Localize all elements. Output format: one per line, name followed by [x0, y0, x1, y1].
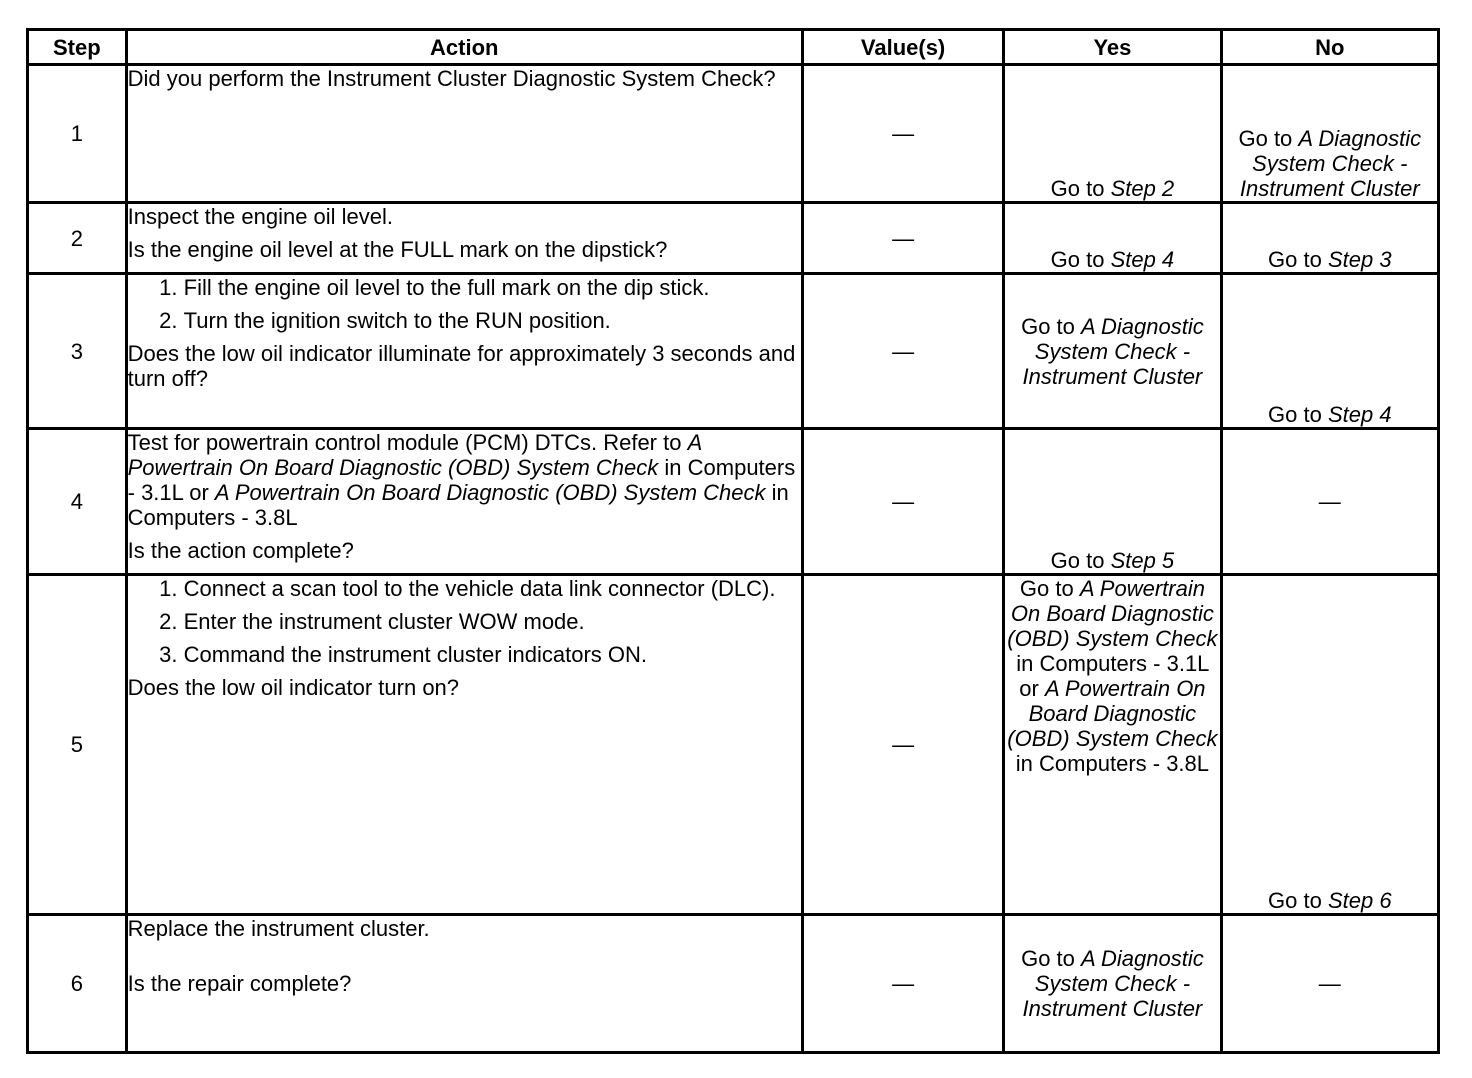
yes-cell — [1004, 203, 1221, 274]
action-text-lead: Test for powertrain control module (PCM) DTCs. Refer to — [127, 430, 682, 455]
step-number: 5 — [28, 575, 127, 915]
yes-cell — [1004, 575, 1221, 915]
step-number: 2 — [28, 203, 127, 274]
value-cell — [802, 203, 1003, 274]
header-row — [28, 30, 1439, 65]
value-cell — [802, 915, 1003, 1053]
no-cell — [1221, 274, 1438, 429]
no-cell — [1221, 429, 1438, 575]
yes-go-to: Go to — [1021, 946, 1075, 971]
action-question: Is the engine oil level at the FULL mark on the dipstick? — [127, 237, 668, 262]
yes-target-link[interactable]: Step 2 — [1110, 176, 1175, 201]
table-row-step-1 — [28, 65, 1439, 203]
computers-ref: Computers - 3.8L — [1039, 751, 1210, 776]
header-no: No — [1221, 30, 1438, 65]
action-in-word: in — [664, 455, 682, 480]
no-cell — [1221, 65, 1438, 203]
value-cell — [802, 274, 1003, 429]
computers-ref: Computers - 3.1L — [1039, 651, 1209, 676]
yes-go-to: Go to — [1019, 576, 1074, 601]
action-steps-list — [128, 576, 801, 667]
yes-target-link[interactable]: A Diagnostic System Check - Instrument Cluster — [1022, 946, 1204, 1021]
no-target-link[interactable]: A Diagnostic System Check - Instrument Cluster — [1239, 126, 1422, 201]
yes-target-link[interactable]: Step 4 — [1110, 247, 1175, 272]
no-cell — [1221, 203, 1438, 274]
action-step-item: 3. Command the instrument cluster indicators ON. — [184, 642, 801, 667]
action-text: Inspect the engine oil level. — [127, 204, 394, 229]
action-cell — [126, 429, 802, 575]
value-cell — [802, 65, 1003, 203]
header-step: Step — [28, 30, 127, 65]
yes-go-to: Go to — [1050, 176, 1105, 201]
action-text: Replace the instrument cluster. — [127, 916, 430, 941]
table-row-step-4 — [28, 429, 1439, 575]
no-cell — [1221, 575, 1438, 915]
yes-go-to: Go to — [1050, 548, 1105, 573]
action-question: Is the repair complete? — [127, 971, 352, 996]
step-number: 3 — [28, 274, 127, 429]
action-cell — [126, 203, 802, 274]
no-go-to: Go to — [1238, 126, 1293, 151]
obd-check-link[interactable]: A Powertrain On Board Diagnostic (OBD) System Check — [214, 480, 766, 505]
step-number: 6 — [28, 915, 127, 1053]
action-question: Is the action complete? — [127, 538, 354, 563]
computers-ref: Computers - 3.8L — [127, 505, 298, 530]
no-go-to: Go to — [1268, 888, 1322, 913]
action-step-item: 1. Fill the engine oil level to the full mark on the dip stick. — [184, 275, 801, 300]
yes-or-word: or — [1019, 676, 1039, 701]
yes-cell — [1004, 65, 1221, 203]
value-dash: — — [892, 971, 915, 996]
computers-ref: Computers - 3.1L — [127, 455, 796, 505]
yes-in-word: in — [1016, 651, 1034, 676]
action-question: Did you perform the Instrument Cluster Diagnostic System Check? — [127, 66, 776, 91]
action-question: Does the low oil indicator turn on? — [127, 675, 460, 700]
yes-cell — [1004, 274, 1221, 429]
no-target-link[interactable]: Step 4 — [1327, 402, 1392, 427]
obd-check-link[interactable]: A Powertrain On Board Diagnostic (OBD) System Check — [127, 430, 702, 480]
obd-check-link[interactable]: A Powertrain On Board Diagnostic (OBD) System Check — [1007, 576, 1218, 651]
table-row-step-3 — [28, 274, 1439, 429]
action-step-item: 2. Turn the ignition switch to the RUN position. — [184, 308, 801, 333]
yes-in-word: in — [1015, 751, 1033, 776]
action-step-item: 2. Enter the instrument cluster WOW mode. — [184, 609, 801, 634]
no-target-link[interactable]: Step 3 — [1327, 247, 1392, 272]
value-dash: — — [892, 225, 915, 251]
yes-cell — [1004, 915, 1221, 1053]
step-number: 1 — [28, 65, 127, 203]
action-cell — [126, 915, 802, 1053]
obd-check-link[interactable]: A Powertrain On Board Diagnostic (OBD) System Check — [1007, 676, 1218, 751]
value-dash: — — [892, 732, 915, 757]
table-row-step-6 — [28, 915, 1439, 1053]
action-cell — [126, 65, 802, 203]
no-target-link[interactable]: Step 6 — [1327, 888, 1392, 913]
table-row-step-5 — [28, 575, 1439, 915]
value-cell — [802, 575, 1003, 915]
yes-go-to: Go to — [1050, 247, 1105, 272]
action-question: Does the low oil indicator illuminate for approximately 3 seconds and turn off? — [127, 341, 796, 391]
action-in-word: in — [771, 480, 789, 505]
table-row-step-2 — [28, 203, 1439, 274]
no-dash: — — [1318, 971, 1341, 996]
no-go-to: Go to — [1268, 402, 1322, 427]
action-or-word: or — [189, 480, 209, 505]
value-dash: — — [892, 338, 915, 364]
action-steps-list — [128, 275, 801, 333]
no-cell — [1221, 915, 1438, 1053]
header-yes: Yes — [1004, 30, 1221, 65]
step-number: 4 — [28, 429, 127, 575]
no-go-to: Go to — [1268, 247, 1322, 272]
no-dash: — — [1318, 489, 1341, 514]
yes-cell — [1004, 429, 1221, 575]
action-text — [128, 430, 801, 530]
yes-target-link[interactable]: Step 5 — [1110, 548, 1175, 573]
action-step-item: 1. Connect a scan tool to the vehicle data link connector (DLC). — [184, 576, 801, 601]
value-dash: — — [892, 121, 915, 146]
action-cell — [126, 575, 802, 915]
value-cell — [802, 429, 1003, 575]
yes-target-link[interactable]: A Diagnostic System Check - Instrument Cluster — [1022, 313, 1204, 389]
yes-go-to: Go to — [1021, 313, 1075, 339]
header-values: Value(s) — [802, 30, 1003, 65]
header-action: Action — [126, 30, 802, 65]
diagnostic-table — [26, 28, 1440, 1054]
action-cell — [126, 274, 802, 429]
value-dash: — — [892, 489, 915, 514]
